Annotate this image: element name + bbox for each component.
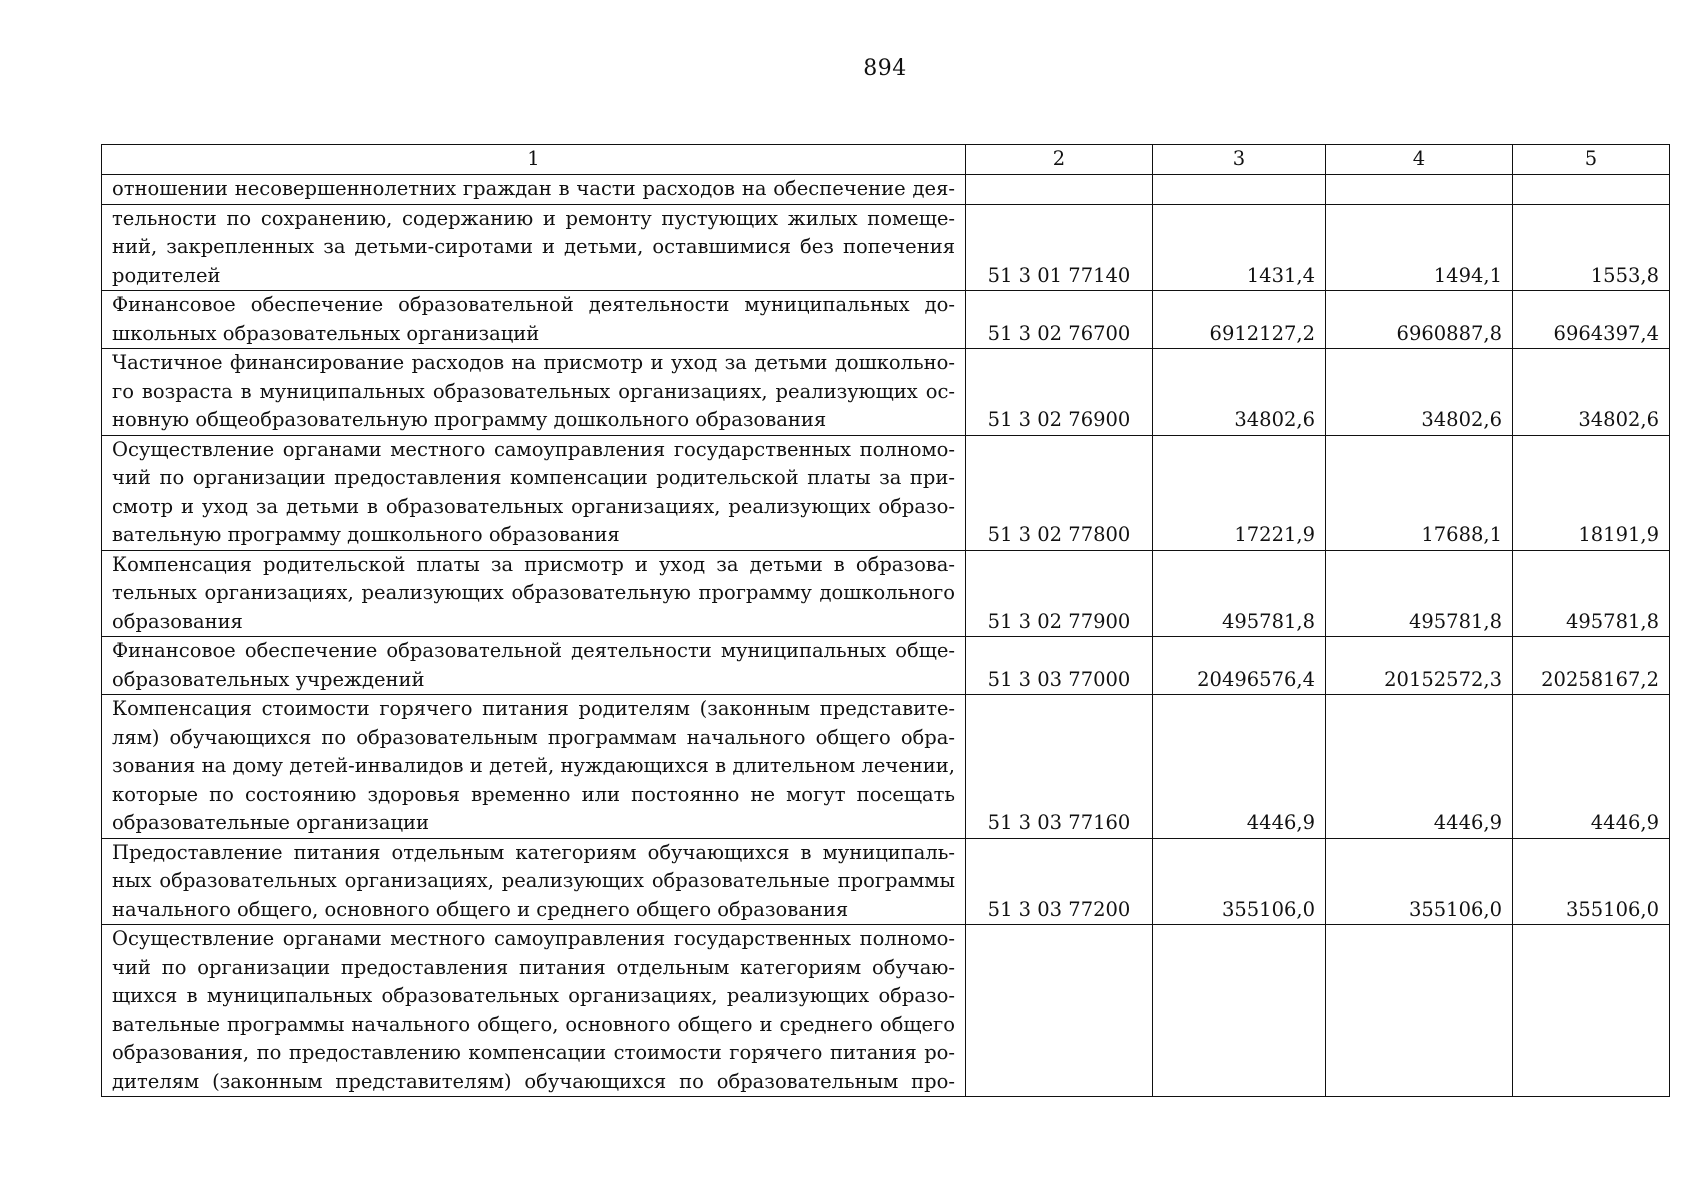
row-description — [102, 838, 966, 925]
table-row — [102, 925, 1670, 1097]
row-description — [102, 637, 966, 695]
description-line: которые по состоянию здоровья временно или постоянно не могут посещать — [112, 782, 955, 806]
row-description — [102, 291, 966, 349]
row-value-col-3: 355106,0 — [1153, 838, 1326, 925]
description-line: Финансовое обеспечение образовательной деятельности муниципальных обще- — [112, 639, 955, 662]
row-description — [102, 349, 966, 436]
budget-table — [101, 144, 1670, 1097]
table-row — [102, 838, 1670, 925]
table-header — [102, 145, 1670, 175]
row-value-col-4 — [1326, 175, 1513, 205]
row-value-col-4: 495781,8 — [1326, 550, 1513, 637]
row-value-col-4 — [1326, 925, 1513, 1097]
description-line: Компенсация стоимости горячего питания родителям (законным представите- — [112, 697, 955, 720]
description-line: чий по организации предоставления компенсации родительской платы за при- — [112, 466, 955, 489]
row-value-col-5 — [1513, 175, 1670, 205]
row-value-col-4: 34802,6 — [1326, 349, 1513, 436]
description-line: щихся в муниципальных образовательных организациях, реализующих образо- — [112, 984, 955, 1007]
description-line: родителей — [112, 263, 221, 287]
header-col-3: 3 — [1153, 145, 1326, 175]
row-code: 51 3 03 77200 — [966, 838, 1153, 925]
row-code: 51 3 03 77000 — [966, 637, 1153, 695]
row-value-col-3: 6912127,2 — [1153, 291, 1326, 349]
row-code: 51 3 03 77160 — [966, 695, 1153, 839]
row-code: 51 3 02 77800 — [966, 435, 1153, 550]
description-line: ных образовательных организациях, реализующих образовательные программы — [112, 869, 955, 892]
row-code: 51 3 02 77900 — [966, 550, 1153, 637]
description-line: школьных образовательных организаций — [112, 321, 540, 345]
row-value-col-5: 20258167,2 — [1513, 637, 1670, 695]
row-value-col-5: 6964397,4 — [1513, 291, 1670, 349]
description-line: лям) обучающихся по образовательным программам начального общего обра- — [112, 725, 955, 749]
row-description — [102, 435, 966, 550]
header-col-1: 1 — [102, 145, 966, 175]
row-value-col-3: 4446,9 — [1153, 695, 1326, 839]
description-line: Частичное финансирование расходов на присмотр и уход за детьми дошкольно- — [112, 351, 955, 374]
row-description — [102, 925, 966, 1097]
header-col-4: 4 — [1326, 145, 1513, 175]
description-line: тельности по сохранению, содержанию и ремонту пустующих жилых помеще- — [112, 206, 955, 230]
header-col-5: 5 — [1513, 145, 1670, 175]
table-row — [102, 695, 1670, 839]
description-line: Финансовое обеспечение образовательной деятельности муниципальных до- — [112, 293, 955, 316]
row-value-col-4: 4446,9 — [1326, 695, 1513, 839]
description-line: образования — [112, 609, 243, 633]
row-value-col-5: 34802,6 — [1513, 349, 1670, 436]
row-description — [102, 204, 966, 291]
row-value-col-3: 495781,8 — [1153, 550, 1326, 637]
row-description — [102, 550, 966, 637]
header-col-2: 2 — [966, 145, 1153, 175]
header-row — [102, 145, 1670, 175]
description-line: зования на дому детей-инвалидов и детей, нуждающихся в длительном лечении, — [112, 754, 955, 777]
description-line: образования, по предоставлению компенсации стоимости горячего питания ро- — [112, 1041, 955, 1064]
description-line: отношении несовершеннолетних граждан в части расходов на обеспечение дея- — [112, 177, 955, 200]
table-row — [102, 550, 1670, 637]
description-line: дителям (законным представителям) обучающихся по образовательным про- — [112, 1069, 955, 1093]
description-line: Компенсация родительской платы за присмотр и уход за детьми в образова- — [112, 552, 955, 576]
table-row — [102, 175, 1670, 205]
description-line: образовательных учреждений — [112, 667, 425, 691]
row-value-col-4: 1494,1 — [1326, 204, 1513, 291]
table-row — [102, 349, 1670, 436]
row-value-col-4: 355106,0 — [1326, 838, 1513, 925]
row-code — [966, 175, 1153, 205]
row-value-col-4: 6960887,8 — [1326, 291, 1513, 349]
table-row — [102, 291, 1670, 349]
description-line: вательные программы начального общего, основного общего и среднего общего — [112, 1012, 955, 1036]
row-value-col-3: 17221,9 — [1153, 435, 1326, 550]
table-row — [102, 204, 1670, 291]
row-code — [966, 925, 1153, 1097]
row-value-col-5 — [1513, 925, 1670, 1097]
description-line: чий по организации предоставления питания отдельным категориям обучаю- — [112, 955, 955, 979]
table-row — [102, 637, 1670, 695]
row-value-col-5: 4446,9 — [1513, 695, 1670, 839]
row-value-col-3: 20496576,4 — [1153, 637, 1326, 695]
row-description — [102, 695, 966, 839]
row-value-col-3 — [1153, 175, 1326, 205]
description-line: ний, закрепленных за детьми-сиротами и детьми, оставшимися без попечения — [112, 235, 955, 258]
row-description — [102, 175, 966, 205]
description-line: Осуществление органами местного самоуправления государственных полномо- — [112, 437, 955, 461]
description-line: го возраста в муниципальных образовательных организациях, реализующих ос- — [112, 379, 955, 403]
row-value-col-3: 34802,6 — [1153, 349, 1326, 436]
row-value-col-5: 1553,8 — [1513, 204, 1670, 291]
row-value-col-5: 355106,0 — [1513, 838, 1670, 925]
description-line: новную общеобразовательную программу дошкольного образования — [112, 408, 827, 431]
description-line: Предоставление питания отдельным категориям обучающихся в муниципаль- — [112, 840, 955, 864]
description-line: тельных организациях, реализующих образовательную программу дошкольного — [112, 581, 955, 604]
page-number: 894 — [863, 56, 907, 81]
row-value-col-4: 17688,1 — [1326, 435, 1513, 550]
row-value-col-5: 18191,9 — [1513, 435, 1670, 550]
row-code: 51 3 01 77140 — [966, 204, 1153, 291]
row-code: 51 3 02 76900 — [966, 349, 1153, 436]
row-value-col-3: 1431,4 — [1153, 204, 1326, 291]
description-line: вательную программу дошкольного образования — [112, 523, 620, 546]
description-line: начального общего, основного общего и среднего общего образования — [112, 897, 849, 921]
description-line: образовательные организации — [112, 811, 430, 834]
row-value-col-4: 20152572,3 — [1326, 637, 1513, 695]
description-line: Осуществление органами местного самоуправления государственных полномо- — [112, 927, 955, 950]
table-body — [102, 175, 1670, 1097]
description-line: смотр и уход за детьми в образовательных организациях, реализующих образо- — [112, 494, 955, 518]
row-value-col-5: 495781,8 — [1513, 550, 1670, 637]
table-row — [102, 435, 1670, 550]
row-code: 51 3 02 76700 — [966, 291, 1153, 349]
row-value-col-3 — [1153, 925, 1326, 1097]
